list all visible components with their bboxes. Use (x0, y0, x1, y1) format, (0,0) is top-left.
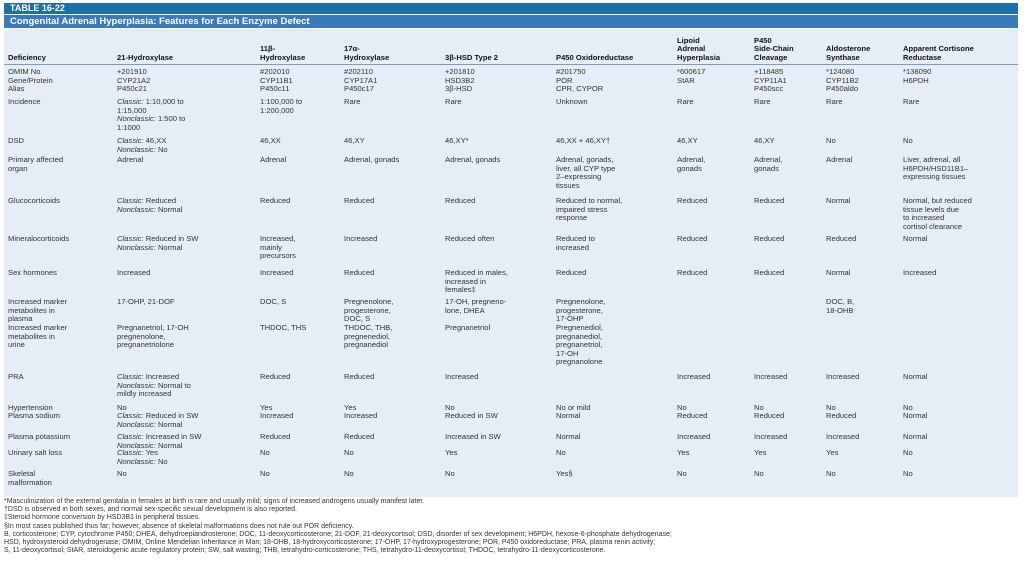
table-cell: Reduced (677, 234, 708, 243)
table-cell: No (260, 469, 270, 478)
table-cell: 46,XX + 46,XY† (556, 136, 611, 145)
table-cell: Yes (754, 448, 767, 457)
column-header: Aldosterone Synthase (826, 44, 871, 62)
table-cell: Pregnenolone, progesterone, DOC, S (344, 297, 394, 324)
table-cell: #201750 POR CPR, CYPOR (556, 67, 604, 94)
row-label: Mineralocorticoids (8, 234, 70, 243)
table-cell: No (826, 403, 836, 412)
table-cell: 46,XY (754, 136, 775, 145)
table-cell: Normal (826, 196, 851, 205)
table-cell: No (344, 448, 354, 457)
table-cell: Adrenal, gonads (344, 155, 400, 164)
column-header: Lipoid Adrenal Hyperplasia (677, 35, 721, 62)
table-cell: Adrenal (117, 155, 144, 164)
row-label: Glucocorticoids (8, 196, 60, 205)
table-cell: Normal (903, 234, 928, 243)
table-cell: No (445, 403, 455, 412)
table-cell: Rare (826, 97, 843, 106)
footnote: *Masculinization of the external genitalia in females at birth is rare and usually mild; signs of increased androgens usually manifest later. (4, 498, 425, 505)
table-cell: Liver, adrenal, all H6PDH/HSD11B1– expressing tissues (903, 155, 969, 182)
column-header: Apparent Cortisone Reductase (903, 44, 974, 62)
table-cell: Increased (445, 372, 479, 381)
table-cell: Reduced often (445, 234, 495, 243)
column-header: Deficiency (8, 52, 46, 62)
table-cell: Reduced (260, 196, 291, 205)
table-cell: Normal (556, 432, 581, 441)
table-cell: No (260, 448, 270, 457)
table-cell: Classic: Increased in SW Nonclassic: Normal (117, 432, 202, 450)
table-cell: Reduced (556, 268, 587, 277)
table-cell: Increased (826, 432, 860, 441)
table-cell: Classic: 46,XX Nonclassic: No (117, 136, 168, 154)
row-label: PRA (8, 372, 24, 381)
row-label: Plasma sodium (8, 411, 60, 420)
table-cell: Reduced (344, 372, 375, 381)
table-cell: No (903, 469, 913, 478)
row-label: Plasma potassium (8, 432, 71, 441)
table-cell: Reduced to normal, impaired stress response (556, 196, 623, 223)
table-cell: #202110 CYP17A1 P450c17 (344, 67, 378, 94)
table-cell: Increased (677, 432, 711, 441)
table-cell: Increased (903, 268, 937, 277)
row-label: Urinary salt loss (8, 448, 63, 457)
footnote: ‡Steroid hormone conversion by HSD3B1 in peripheral tissues. (4, 514, 201, 522)
table-cell: No (556, 448, 566, 457)
table-cell: No (903, 448, 913, 457)
table-cell: +201910 CYP21A2 P450c21 (117, 67, 151, 94)
table-cell: Reduced (677, 411, 708, 420)
table-cell: Adrenal, gonads (754, 155, 783, 173)
column-header: P450 Side-Chain Cleavage (754, 35, 794, 62)
footnote: †DSD is observed in both sexes, and normal sex-specific sexual development is also reported. (4, 506, 297, 514)
table-cell: 1:100,000 to 1:200,000 (260, 97, 303, 115)
table-cell: Unknown (556, 97, 588, 106)
table-cell: Reduced (344, 196, 375, 205)
table-cell: Rare (754, 97, 771, 106)
table-cell: Classic: 1:10,000 to 1:15,000 Nonclassic: 1:500 to 1:1000 (117, 97, 186, 132)
column-header: 11β- Hydroxylase (260, 44, 306, 62)
table-cell: 17-OH, pregneno- lone, DHEA (445, 297, 507, 315)
table-cell: No (903, 403, 913, 412)
table-cell: Classic: Reduced Nonclassic: Normal (117, 196, 183, 214)
table-cell: No (344, 469, 354, 478)
table-cell: No (826, 469, 836, 478)
table-cell: No (754, 403, 764, 412)
row-label: DSD (8, 136, 25, 145)
table-cell: Yes (677, 448, 690, 457)
row-label: Hypertension (8, 403, 53, 412)
table-cell: Reduced (260, 432, 291, 441)
table-cell: Reduced (754, 268, 785, 277)
table-cell: *138090 H6PDH (903, 67, 932, 85)
table-cell: Yes (445, 448, 458, 457)
table-cell: Reduced (344, 268, 375, 277)
table-cell: Pregnenolone, progesterone, 17-OHP (556, 297, 606, 324)
table-cell: Reduced (677, 196, 708, 205)
table-cell: +201810 HSD3B2 3β-HSD (445, 67, 475, 94)
column-header: 17α- Hydroxylase (344, 44, 390, 62)
row-label: Sex hormones (8, 268, 57, 277)
row-label: Increased marker metabolites in urine (8, 323, 68, 350)
table-cell: Adrenal, gonads (677, 155, 706, 173)
table-cell: Normal, but reduced tissue levels due to increased cortisol clearance (903, 196, 972, 231)
table-cell: No (754, 469, 764, 478)
table-cell: Normal (556, 411, 581, 420)
table-cell: Increased (344, 234, 378, 243)
row-label: Skeletal malformation (8, 469, 52, 487)
table-cell: Adrenal (260, 155, 287, 164)
table-cell: Pregnenediol, pregnanediol, pregnanetriol, 17-OH pregnanolone (556, 323, 603, 367)
table-cell: No (445, 469, 455, 478)
table-cell: Rare (344, 97, 361, 106)
footnote: B, corticosterone; CYP, cytochrome P450; DHEA, dehydroepiandrosterone; DOC, 11-deoxycorticosterone; 21-DOF, 21-deoxycortisol; DSD, disorder of sex development; H6PDH, hexose-6-phosphate dehydrogenase; (4, 530, 672, 538)
table-cell: 46,XX (260, 136, 281, 145)
table-header (4, 29, 1018, 65)
table-cell: Increased, mainly precursors (260, 234, 296, 261)
table-cell: DOC, S (260, 297, 287, 306)
table-cell: Reduced (754, 196, 785, 205)
table-cell: 17-OHP, 21-DOF (117, 297, 175, 306)
row-label: OMIM No. Gene/Protein Alias (8, 67, 53, 94)
table-cell: No (117, 403, 127, 412)
table-cell: Normal (903, 411, 928, 420)
table-cell: No (903, 136, 913, 145)
table-cell: Adrenal (826, 155, 853, 164)
table-cell: #202010 CYP11B1 P450c11 (260, 67, 293, 94)
table-cell: *124080 CYP11B2 P450aldo (826, 67, 859, 94)
table-cell: Increased (117, 268, 151, 277)
table-cell: Rare (903, 97, 920, 106)
table-cell: Yes (344, 403, 357, 412)
row-label: Increased marker metabolites in plasma (8, 297, 68, 324)
table-cell: Reduced to increased (556, 234, 595, 252)
table-cell: Reduced (754, 234, 785, 243)
table-cell: Increased (826, 372, 860, 381)
table-cell: No (117, 469, 127, 478)
row-label: Primary affected organ (8, 155, 64, 173)
table-cell: THDOC, THB, pregnenediol, pregnanediol (344, 323, 393, 350)
column-header: 3β-HSD Type 2 (445, 52, 499, 62)
table-cell: Increased (754, 432, 788, 441)
table-body (4, 65, 1018, 497)
table-cell: Reduced in males, increased in females‡ (445, 268, 508, 295)
table-cell: Increased (260, 411, 294, 420)
table-cell: No (677, 469, 687, 478)
table-cell: Rare (677, 97, 694, 106)
table-cell: Normal (903, 432, 928, 441)
table-cell: Rare (445, 97, 462, 106)
table-cell: Reduced in SW (445, 411, 498, 420)
table-cell: Increased (754, 372, 788, 381)
table-cell: +118485 CYP11A1 P450scc (754, 67, 787, 94)
table-cell: 46,XY (344, 136, 365, 145)
table-cell: DOC, B, 18-OHB (826, 297, 855, 315)
column-header: 21-Hydroxylase (117, 52, 174, 62)
table-cell: Reduced (826, 411, 857, 420)
table-cell: Reduced (445, 196, 476, 205)
table-cell: No or mild (556, 403, 591, 412)
footnotes (4, 498, 1020, 555)
table-cell: Classic: Reduced in SW Nonclassic: Normal (117, 411, 199, 429)
table-cell: 46,XY (677, 136, 698, 145)
table-cell: Yes (260, 403, 273, 412)
table-cell: No (677, 403, 687, 412)
table-cell: Pregnanetriol (445, 323, 491, 332)
table-cell: Adrenal, gonads, liver, all CYP type 2–expressing tissues (556, 155, 616, 190)
column-header: P450 Oxidoreductase (556, 52, 634, 62)
table-cell: Reduced (754, 411, 785, 420)
footnote: HSD, hydroxysteroid dehydrogenase; OMIM, Online Mendelian Inheritance in Man; 18-OHB, 18-hydroxycorticosterone; 17-OHP, 17-hydroxyprogesterone; POR, P450 oxidoreductase; PRA, plasma renin activity; (4, 539, 656, 547)
table-cell: Increased (260, 268, 294, 277)
table-cell: Increased (677, 372, 711, 381)
table-cell: THDOC, THS (260, 323, 307, 332)
table-cell: Reduced (677, 268, 708, 277)
table-cell: Classic: Yes Nonclassic: No (117, 448, 168, 466)
table-cell: Normal (903, 372, 928, 381)
table-cell: Pregnanetriol, 17-OH pregnenolone, pregnanetriolone (117, 323, 189, 350)
table-cell: Classic: Increased Nonclassic: Normal to mildly increased (117, 372, 191, 399)
table-cell: Reduced (260, 372, 291, 381)
table-cell: Yes§ (556, 469, 573, 478)
table-cell: *600617 StAR (677, 67, 706, 85)
table-cell: Adrenal, gonads (445, 155, 501, 164)
table-number: TABLE 16-22 (4, 3, 1018, 14)
table-cell: Increased in SW (445, 432, 501, 441)
table-cell: Normal (826, 268, 851, 277)
footnote: §In most cases published thus far; however, absence of skeletal malformations does not rule out POR deficiency. (4, 522, 354, 530)
table-title: Congenital Adrenal Hyperplasia: Features for Each Enzyme Defect (4, 15, 1018, 28)
table-cell: No (826, 136, 836, 145)
footnote: S, 11-deoxycortisol; StAR, steroidogenic acute regulatory protein; SW, salt wasting; THB, tetrahydro-corticosterone; THS, tetrahydro-11-deoxycortisol; THDOC, tetrahydro-11-deoxycorticosterone. (4, 547, 606, 555)
table-cell: Increased (344, 411, 378, 420)
table-cell: 46,XY* (445, 136, 469, 145)
table-cell: Yes (826, 448, 839, 457)
table-cell: Reduced (826, 234, 857, 243)
table-cell: Reduced (344, 432, 375, 441)
row-label: Incidence (8, 97, 41, 106)
table-cell: Classic: Reduced in SW Nonclassic: Normal (117, 234, 199, 252)
